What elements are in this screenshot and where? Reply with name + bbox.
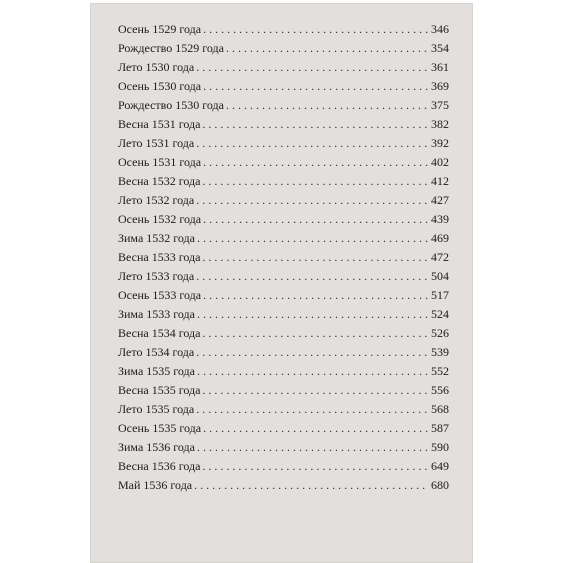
toc-entry-page-number: 402 xyxy=(431,155,449,169)
toc-entry-title: Рождество 1529 года xyxy=(118,41,224,55)
toc-entry xyxy=(118,153,449,172)
toc-entry xyxy=(118,248,449,267)
dot-leader xyxy=(203,153,429,172)
toc-entry-title: Лето 1534 года xyxy=(118,345,195,359)
toc-entry xyxy=(118,419,449,438)
toc-entry-page-number: 412 xyxy=(431,174,449,188)
toc-entry xyxy=(118,381,449,400)
toc-entry-page-number: 392 xyxy=(431,136,449,150)
toc-entry xyxy=(118,400,449,419)
toc-entry-title: Весна 1533 года xyxy=(118,250,201,264)
dot-leader xyxy=(196,267,429,286)
toc-entry-title: Лето 1531 года xyxy=(118,136,195,150)
dot-leader xyxy=(202,248,429,267)
dot-leader xyxy=(226,96,429,115)
toc-entry-page-number: 552 xyxy=(431,364,449,378)
toc-entry-title: Осень 1532 года xyxy=(118,212,202,226)
toc-entry-page-number: 587 xyxy=(431,421,449,435)
toc-entry xyxy=(118,324,449,343)
toc-entry xyxy=(118,191,449,210)
table-of-contents xyxy=(118,20,449,495)
toc-entry-title: Зима 1532 года xyxy=(118,231,195,245)
toc-entry-page-number: 517 xyxy=(431,288,449,302)
dot-leader xyxy=(196,191,429,210)
toc-entry xyxy=(118,96,449,115)
toc-entry-page-number: 649 xyxy=(431,459,449,473)
toc-entry xyxy=(118,134,449,153)
toc-entry-page-number: 439 xyxy=(431,212,449,226)
toc-entry-title: Весна 1536 года xyxy=(118,459,201,473)
dot-leader xyxy=(203,419,429,438)
dot-leader xyxy=(203,20,429,39)
toc-entry-page-number: 504 xyxy=(431,269,449,283)
dot-leader xyxy=(196,343,429,362)
toc-entry-page-number: 680 xyxy=(431,478,449,492)
toc-entry-title: Осень 1529 года xyxy=(118,22,202,36)
toc-entry-page-number: 427 xyxy=(431,193,449,207)
toc-entry-title: Зима 1533 года xyxy=(118,307,195,321)
toc-entry-title: Зима 1535 года xyxy=(118,364,195,378)
toc-entry xyxy=(118,77,449,96)
toc-entry-page-number: 469 xyxy=(431,231,449,245)
dot-leader xyxy=(226,39,429,58)
toc-entry-title: Май 1536 года xyxy=(118,478,193,492)
toc-entry-title: Весна 1532 года xyxy=(118,174,201,188)
dot-leader xyxy=(202,457,429,476)
toc-entry-page-number: 556 xyxy=(431,383,449,397)
dot-leader xyxy=(202,324,429,343)
toc-entry xyxy=(118,267,449,286)
toc-entry xyxy=(118,210,449,229)
toc-entry xyxy=(118,343,449,362)
dot-leader xyxy=(197,438,429,457)
toc-entry-page-number: 539 xyxy=(431,345,449,359)
dot-leader xyxy=(196,400,429,419)
toc-entry-page-number: 382 xyxy=(431,117,449,131)
toc-entry-title: Осень 1531 года xyxy=(118,155,202,169)
dot-leader xyxy=(197,362,429,381)
toc-entry xyxy=(118,58,449,77)
dot-leader xyxy=(202,115,429,134)
toc-entry xyxy=(118,115,449,134)
dot-leader xyxy=(203,286,429,305)
dot-leader xyxy=(196,58,429,77)
toc-entry-title: Лето 1533 года xyxy=(118,269,195,283)
toc-entry-title: Лето 1532 года xyxy=(118,193,195,207)
toc-entry-title: Весна 1534 года xyxy=(118,326,201,340)
toc-entry-title: Рождество 1530 года xyxy=(118,98,224,112)
toc-entry-title: Весна 1531 года xyxy=(118,117,201,131)
toc-entry-page-number: 354 xyxy=(431,41,449,55)
toc-entry xyxy=(118,476,449,495)
toc-entry-page-number: 346 xyxy=(431,22,449,36)
toc-entry xyxy=(118,20,449,39)
toc-entry-page-number: 361 xyxy=(431,60,449,74)
toc-entry xyxy=(118,362,449,381)
toc-entry xyxy=(118,305,449,324)
toc-entry-page-number: 375 xyxy=(431,98,449,112)
dot-leader xyxy=(194,476,429,495)
toc-entry xyxy=(118,172,449,191)
toc-entry-title: Осень 1530 года xyxy=(118,79,202,93)
toc-entry-title: Весна 1535 года xyxy=(118,383,201,397)
dot-leader xyxy=(202,381,429,400)
toc-entry xyxy=(118,438,449,457)
toc-entry-page-number: 568 xyxy=(431,402,449,416)
dot-leader xyxy=(197,305,429,324)
toc-entry-title: Лето 1530 года xyxy=(118,60,195,74)
toc-entry xyxy=(118,457,449,476)
toc-entry-page-number: 369 xyxy=(431,79,449,93)
toc-entry-page-number: 590 xyxy=(431,440,449,454)
toc-entry-title: Осень 1535 года xyxy=(118,421,202,435)
toc-entry xyxy=(118,229,449,248)
toc-entry xyxy=(118,286,449,305)
dot-leader xyxy=(196,134,429,153)
dot-leader xyxy=(202,172,429,191)
dot-leader xyxy=(203,77,429,96)
toc-entry-title: Осень 1533 года xyxy=(118,288,202,302)
toc-entry-title: Лето 1535 года xyxy=(118,402,195,416)
toc-entry xyxy=(118,39,449,58)
toc-entry-page-number: 472 xyxy=(431,250,449,264)
dot-leader xyxy=(197,229,429,248)
toc-entry-title: Зима 1536 года xyxy=(118,440,195,454)
dot-leader xyxy=(203,210,429,229)
toc-entry-page-number: 524 xyxy=(431,307,449,321)
toc-entry-page-number: 526 xyxy=(431,326,449,340)
